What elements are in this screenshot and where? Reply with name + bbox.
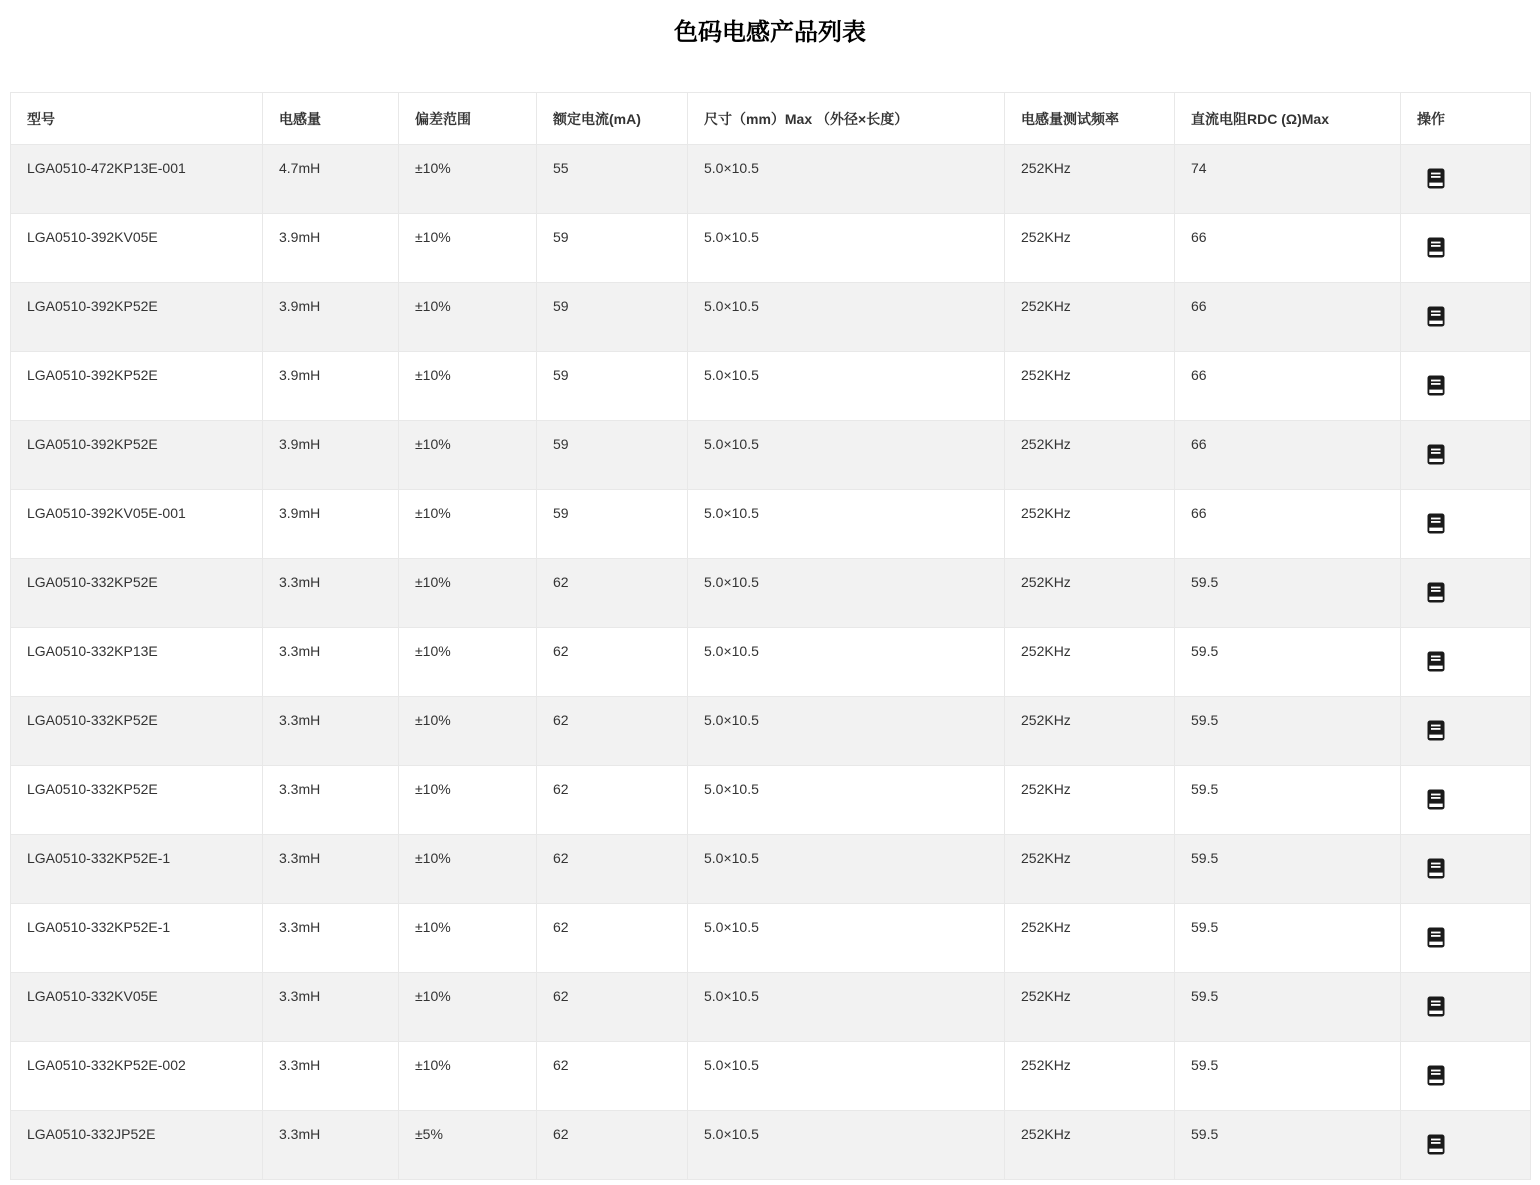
model-cell: LGA0510-332KP52E [11,766,263,835]
table-row [11,835,1531,904]
book-icon [1427,1065,1445,1086]
table-row [11,559,1531,628]
column-header-action: 操作 [1401,93,1531,145]
rated-current-cell: 62 [537,559,688,628]
test-frequency-cell: 252KHz [1005,1111,1175,1180]
table-row [11,1042,1531,1111]
column-header-test-frequency: 电感量测试频率 [1005,93,1175,145]
model-cell: LGA0510-332KP52E-1 [11,904,263,973]
rated-current-cell: 59 [537,352,688,421]
view-detail-button[interactable] [1427,513,1445,534]
book-icon [1427,789,1445,810]
action-cell [1401,352,1531,421]
test-frequency-cell: 252KHz [1005,352,1175,421]
rdc-cell: 59.5 [1175,1042,1401,1111]
column-header-model: 型号 [11,93,263,145]
rdc-cell: 59.5 [1175,766,1401,835]
model-cell: LGA0510-392KV05E-001 [11,490,263,559]
action-cell [1401,559,1531,628]
inductance-cell: 3.3mH [263,1042,399,1111]
column-header-tolerance: 偏差范围 [399,93,537,145]
test-frequency-cell: 252KHz [1005,766,1175,835]
rdc-cell: 59.5 [1175,973,1401,1042]
tolerance-cell: ±10% [399,559,537,628]
book-icon [1427,582,1445,603]
model-cell: LGA0510-332KV05E [11,973,263,1042]
rated-current-cell: 59 [537,421,688,490]
table-row [11,1111,1531,1180]
model-cell: LGA0510-392KV05E [11,214,263,283]
column-header-size: 尺寸（mm）Max （外径×长度） [688,93,1005,145]
tolerance-cell: ±10% [399,283,537,352]
rated-current-cell: 55 [537,145,688,214]
inductance-cell: 3.9mH [263,352,399,421]
test-frequency-cell: 252KHz [1005,490,1175,559]
size-cell: 5.0×10.5 [688,145,1005,214]
book-icon [1427,927,1445,948]
size-cell: 5.0×10.5 [688,904,1005,973]
view-detail-button[interactable] [1427,237,1445,258]
action-cell [1401,973,1531,1042]
action-cell [1401,1042,1531,1111]
view-detail-button[interactable] [1427,720,1445,741]
tolerance-cell: ±10% [399,145,537,214]
rdc-cell: 74 [1175,145,1401,214]
tolerance-cell: ±10% [399,214,537,283]
view-detail-button[interactable] [1427,168,1445,189]
inductance-cell: 3.3mH [263,1111,399,1180]
column-header-inductance: 电感量 [263,93,399,145]
header-row [11,93,1531,145]
view-detail-button[interactable] [1427,651,1445,672]
test-frequency-cell: 252KHz [1005,628,1175,697]
rdc-cell: 59.5 [1175,628,1401,697]
book-icon [1427,720,1445,741]
inductance-cell: 3.9mH [263,214,399,283]
action-cell [1401,835,1531,904]
test-frequency-cell: 252KHz [1005,973,1175,1042]
column-header-rdc: 直流电阻RDC (Ω)Max [1175,93,1401,145]
table-row [11,628,1531,697]
table-row [11,283,1531,352]
tolerance-cell: ±10% [399,490,537,559]
product-table-container [10,92,1530,1180]
book-icon [1427,375,1445,396]
rdc-cell: 59.5 [1175,559,1401,628]
table-row [11,766,1531,835]
table-row [11,352,1531,421]
model-cell: LGA0510-332KP52E [11,697,263,766]
model-cell: LGA0510-392KP52E [11,352,263,421]
table-row [11,145,1531,214]
rdc-cell: 59.5 [1175,1111,1401,1180]
rated-current-cell: 62 [537,1042,688,1111]
rdc-cell: 59.5 [1175,904,1401,973]
test-frequency-cell: 252KHz [1005,1042,1175,1111]
test-frequency-cell: 252KHz [1005,283,1175,352]
size-cell: 5.0×10.5 [688,421,1005,490]
action-cell [1401,628,1531,697]
model-cell: LGA0510-332JP52E [11,1111,263,1180]
size-cell: 5.0×10.5 [688,352,1005,421]
rated-current-cell: 62 [537,973,688,1042]
rdc-cell: 66 [1175,490,1401,559]
page [0,18,1540,1180]
inductance-cell: 3.3mH [263,559,399,628]
view-detail-button[interactable] [1427,858,1445,879]
table-row [11,904,1531,973]
book-icon [1427,168,1445,189]
size-cell: 5.0×10.5 [688,628,1005,697]
inductance-cell: 3.3mH [263,904,399,973]
book-icon [1427,858,1445,879]
table-row [11,973,1531,1042]
action-cell [1401,490,1531,559]
page-title: 色码电感产品列表 [674,19,866,46]
test-frequency-cell: 252KHz [1005,904,1175,973]
size-cell: 5.0×10.5 [688,697,1005,766]
table-header [11,93,1531,145]
rated-current-cell: 59 [537,283,688,352]
rated-current-cell: 62 [537,1111,688,1180]
view-detail-button[interactable] [1427,582,1445,603]
test-frequency-cell: 252KHz [1005,835,1175,904]
rated-current-cell: 59 [537,490,688,559]
tolerance-cell: ±10% [399,352,537,421]
view-detail-button[interactable] [1427,1065,1445,1086]
view-detail-button[interactable] [1427,927,1445,948]
action-cell [1401,421,1531,490]
model-cell: LGA0510-392KP52E [11,283,263,352]
size-cell: 5.0×10.5 [688,490,1005,559]
action-cell [1401,1111,1531,1180]
inductance-cell: 4.7mH [263,145,399,214]
tolerance-cell: ±10% [399,766,537,835]
action-cell [1401,697,1531,766]
rated-current-cell: 62 [537,697,688,766]
rdc-cell: 66 [1175,283,1401,352]
test-frequency-cell: 252KHz [1005,214,1175,283]
table-row [11,214,1531,283]
model-cell: LGA0510-332KP52E-002 [11,1042,263,1111]
tolerance-cell: ±5% [399,1111,537,1180]
model-cell: LGA0510-332KP52E [11,559,263,628]
size-cell: 5.0×10.5 [688,835,1005,904]
view-detail-button[interactable] [1427,306,1445,327]
tolerance-cell: ±10% [399,1042,537,1111]
model-cell: LGA0510-472KP13E-001 [11,145,263,214]
table-row [11,421,1531,490]
view-detail-button[interactable] [1427,1134,1445,1155]
inductance-cell: 3.3mH [263,697,399,766]
action-cell [1401,145,1531,214]
model-cell: LGA0510-392KP52E [11,421,263,490]
book-icon [1427,651,1445,672]
book-icon [1427,513,1445,534]
size-cell: 5.0×10.5 [688,214,1005,283]
book-icon [1427,306,1445,327]
inductance-cell: 3.9mH [263,490,399,559]
model-cell: LGA0510-332KP52E-1 [11,835,263,904]
action-cell [1401,904,1531,973]
view-detail-button[interactable] [1427,996,1445,1017]
inductance-cell: 3.3mH [263,835,399,904]
action-cell [1401,214,1531,283]
rated-current-cell: 62 [537,835,688,904]
rdc-cell: 66 [1175,352,1401,421]
inductance-cell: 3.9mH [263,421,399,490]
inductance-cell: 3.3mH [263,973,399,1042]
test-frequency-cell: 252KHz [1005,559,1175,628]
rdc-cell: 59.5 [1175,835,1401,904]
rated-current-cell: 62 [537,628,688,697]
view-detail-button[interactable] [1427,789,1445,810]
model-cell: LGA0510-332KP13E [11,628,263,697]
tolerance-cell: ±10% [399,697,537,766]
tolerance-cell: ±10% [399,904,537,973]
column-header-rated-current: 额定电流(mA) [537,93,688,145]
size-cell: 5.0×10.5 [688,1111,1005,1180]
rdc-cell: 59.5 [1175,697,1401,766]
view-detail-button[interactable] [1427,444,1445,465]
size-cell: 5.0×10.5 [688,559,1005,628]
size-cell: 5.0×10.5 [688,973,1005,1042]
book-icon [1427,1134,1445,1155]
tolerance-cell: ±10% [399,973,537,1042]
tolerance-cell: ±10% [399,628,537,697]
product-table-body [11,145,1531,1180]
rated-current-cell: 62 [537,766,688,835]
action-cell [1401,283,1531,352]
test-frequency-cell: 252KHz [1005,421,1175,490]
book-icon [1427,996,1445,1017]
book-icon [1427,237,1445,258]
table-row [11,490,1531,559]
tolerance-cell: ±10% [399,835,537,904]
test-frequency-cell: 252KHz [1005,697,1175,766]
rdc-cell: 66 [1175,214,1401,283]
inductance-cell: 3.3mH [263,628,399,697]
tolerance-cell: ±10% [399,421,537,490]
size-cell: 5.0×10.5 [688,766,1005,835]
view-detail-button[interactable] [1427,375,1445,396]
table-row [11,697,1531,766]
inductance-cell: 3.9mH [263,283,399,352]
rated-current-cell: 62 [537,904,688,973]
inductance-cell: 3.3mH [263,766,399,835]
product-table [10,92,1531,1180]
book-icon [1427,444,1445,465]
action-cell [1401,766,1531,835]
test-frequency-cell: 252KHz [1005,145,1175,214]
rdc-cell: 66 [1175,421,1401,490]
rated-current-cell: 59 [537,214,688,283]
size-cell: 5.0×10.5 [688,1042,1005,1111]
size-cell: 5.0×10.5 [688,283,1005,352]
